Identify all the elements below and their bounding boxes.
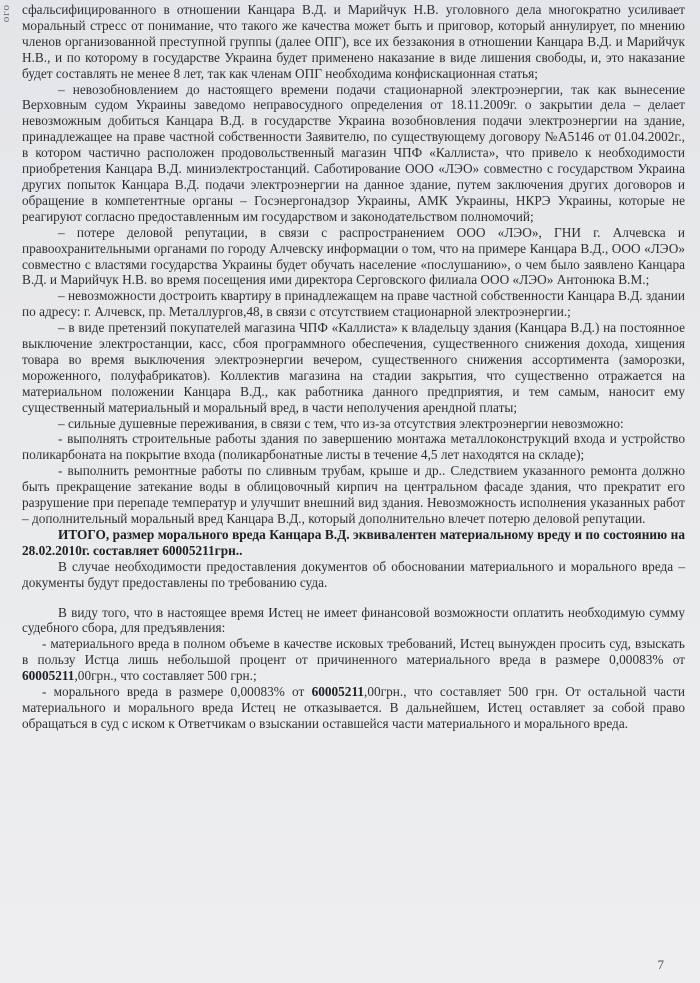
summary-paragraph	[22, 527, 685, 559]
document-body	[22, 2, 685, 732]
paragraph-distress: – сильные душевные переживания, в связи с тем, что из-за отсутствия электроэнергии невозможно:	[58, 415, 624, 431]
fee-moral-paragraph	[22, 684, 685, 732]
paragraph-continuation: сфальсифицированного в отношении Канцара В.Д. и Марийчук Н.В. уголовного дела многократно усиливает моральный стресс от понимание, что такого же качества может быть и приговор, который аннулирует, по мнению членов организованной преступной группы (далее ОПГ), все их беззакония в отношении Канцара В.Д. и Марийчук Н.В., и по которому в государстве Украина будет применено наказание в виде лишения свободы, и, это наказание будет составлять не менее 8 лет, так как членам ОПГ необходима конфискационная статья;	[22, 2, 685, 81]
fee-moral-amount: 60005211	[311, 684, 365, 700]
fee-material-amount: 60005211	[22, 668, 75, 684]
fee-intro-paragraph: В виду того, что в настоящее время Истец не имеет финансовой возможности оплатить необходимую сумму судебного сбора, для предъявления:	[22, 604, 685, 636]
page-number: 7	[657, 957, 664, 972]
fee-material-prefix: - материального вреда в полном объеме в качестве исковых требований, Истец вынужден просить суд, взыскать в пользу Истца лишь небольшой процент от причиненного материального вреда в размере 0,00083% от	[22, 636, 685, 668]
paragraph-repairs: - выполнить ремонтные работы по сливным трубам, крыше и др.. Следствием указанного ремонта должно быть прекращение затекание воды в облицовочный кирпич на центральном фасаде здания, что прекратит его разрушение при перепаде температур и улучшит внешний вид здания. Невозможность исполнения указанных работ – дополнительный моральный вред Канцара В.Д., который дополнительно влечет потерю деловой репутации.	[22, 463, 685, 526]
margin-note: ого	[0, 4, 12, 23]
summary-bold: ИТОГО, размер морального вреда Канцара В.Д. эквивалентен материальному вреду и по состоянию на 28.02.2010г. составляет 60005211грн..	[22, 526, 685, 558]
documents-paragraph: В случае необходимости предоставления документов об обосновании материального и морального вреда – документы будут предоставлены по требованию суда.	[22, 558, 685, 590]
paragraph-electricity: – невозобновлением до настоящего времени подачи стационарной электроэнергии, так как вынесение Верховным судом Украины заведомо неправосудного определения от 18.11.2009г. о закрытии дела – делает невозможным добиться Канцара В.Д. в государстве Украина возобновления подачи электроэнергии на здание, принадлежащее на праве частной собственности Заявителю, по существующему договору №А5146 от 01.04.2002г., в котором частично расположен продовольственный магазин ЧПФ «Каллиста», что привело к необходимости приобретения Канцара В.Д. миниэлектростанций. Саботирование ООО «ЛЭО» совместно с государством Украина других попыток Канцара В.Д. подачи электроэнергии на данное здание, путем заключения других договоров и обращение в компетентные органы – Госэнергонадзор Украины, АМК Украины, НКРЭ Украины, которые не реагируют согласно предоставленным им государством и законодательством полномочий;	[22, 81, 685, 224]
paragraph-reputation: – потере деловой репутации, в связи с распространением ООО «ЛЭО», ГНИ г. Алчевска и правоохранительными органами по городу Алчевску информации о том, что на примере Канцара В.Д., ООО «ЛЭО» совместно с властями государства Украины будет обучать население «послушанию», о чем было заявлено Канцара В.Д. и Марийчук Н.В. во время посещения ими директора Серговского филиала ООО «ЛЭО» Антонюка В.М.;	[22, 224, 685, 288]
fee-moral-prefix: - морального вреда в размере 0,00083% от	[42, 684, 312, 700]
paragraph-apartment: – невозможности достроить квартиру в принадлежащем на праве частной собственности Канцара В.Д. здании по адресу: г. Алчевск, пр. Металлургов,48, в связи с отсутствием стационарной электроэнергии.;	[22, 288, 685, 320]
fee-material-paragraph	[22, 636, 685, 684]
paragraph-store-claims: – в виде претензий покупателей магазина ЧПФ «Каллиста» к владельцу здания (Канцара В.Д.) на постоянное выключение электростанции, касс, сбоя программного обеспечения, существенного снижения дохода, хищения товара во время выключения электроэнергии вечером, существенного снижения ассортимента (заморозки, мороженного, полуфабрикатов). Коллектив магазина на стадии закрытия, что существенно отражается на материальном положении Канцара В.Д., как работника данного предприятия, и тем самым, наносит ему существенный материальный и моральный вред, в части неполучения арендной платы;	[22, 320, 685, 415]
paragraph-construction: - выполнять строительные работы здания по завершению монтажа металлоконструкций входа и устройство поликарбоната на покрытие входа (поликарбонатные листы в течение 4,5 лет находятся на складе);	[22, 431, 685, 463]
fee-moral-suffix: ,00грн., что составляет 500 грн. От остальной части материального и морального вреда Истец не отказывается. В дальнейшем, Истец оставляет за собой право обращаться в суд с иском к Ответчикам о взыскании оставшейся части материального и морального вреда.	[22, 684, 685, 731]
fee-material-suffix: ,00грн., что составляет 500 грн.;	[74, 668, 257, 684]
